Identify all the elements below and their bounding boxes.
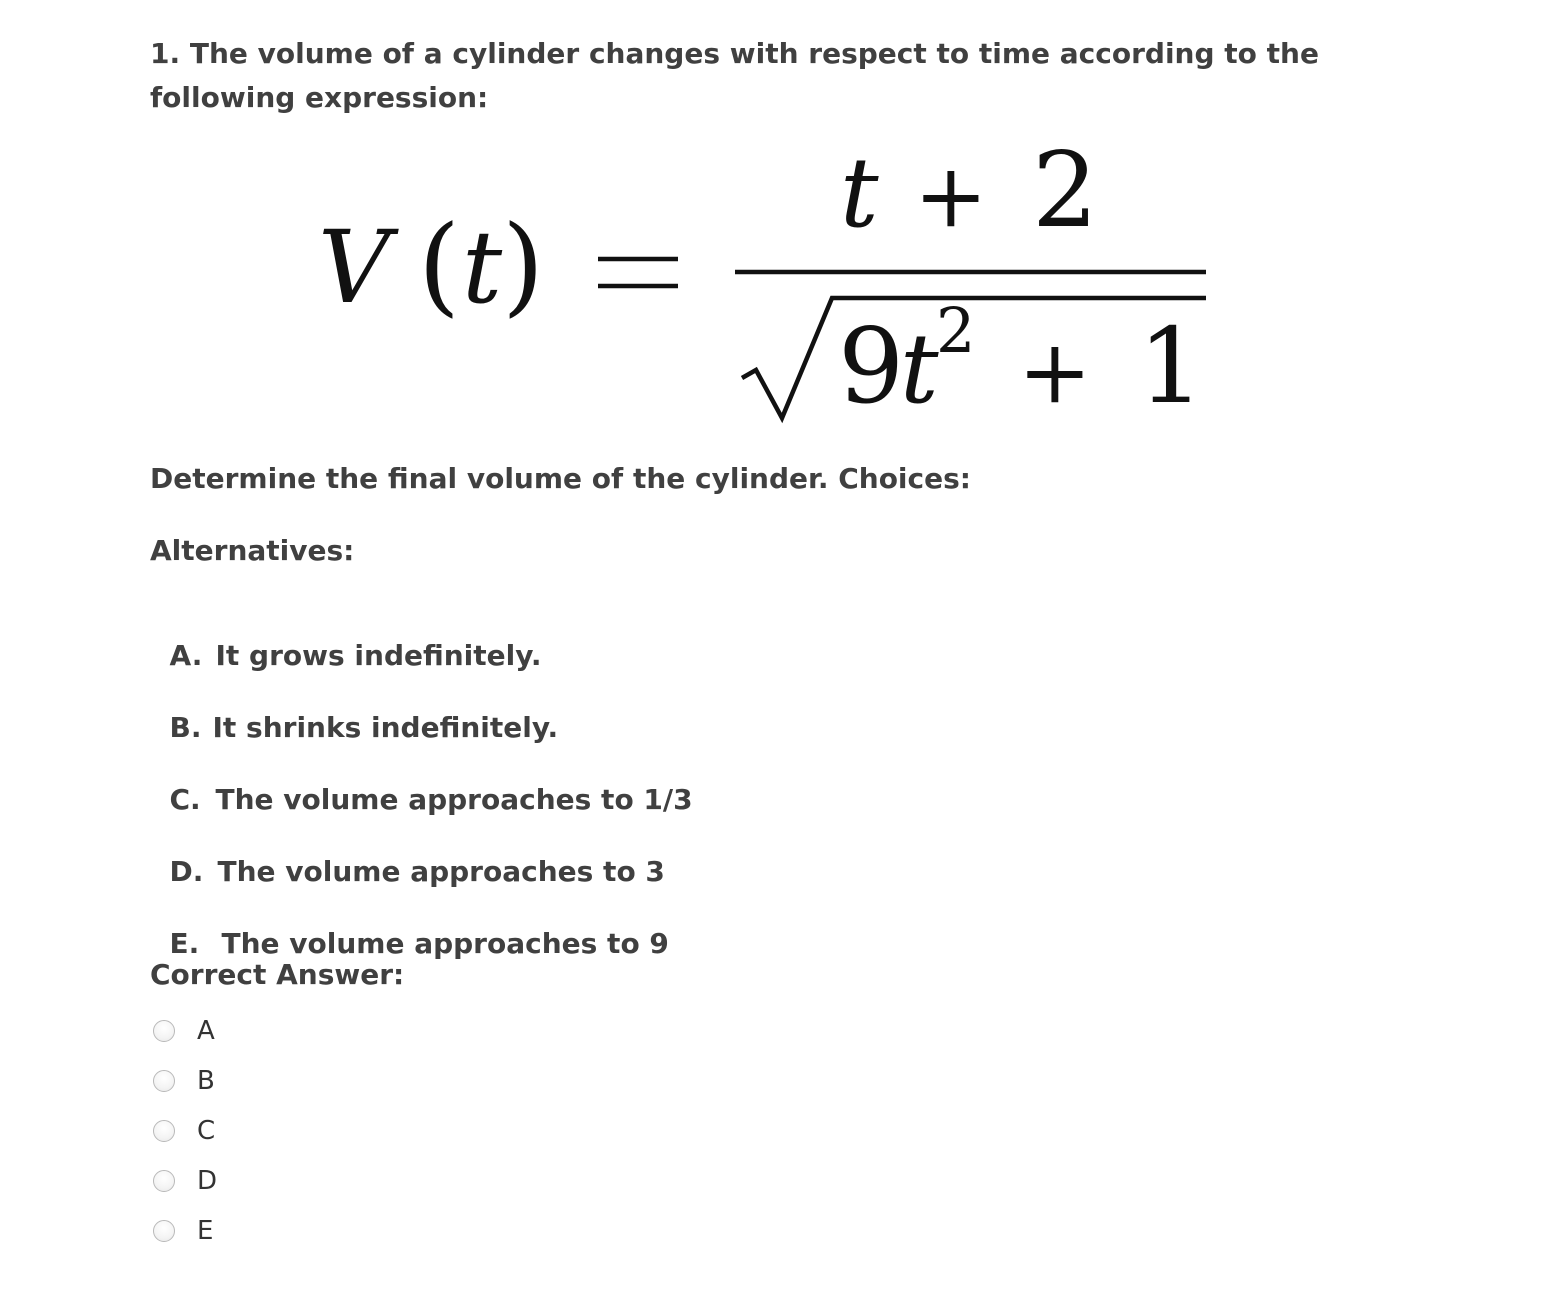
alternative-letter: B. [169,711,202,744]
alternative-text: The volume approaches to 9 [221,927,669,960]
alternative-d [150,822,665,888]
radio-button-c[interactable] [153,1120,175,1142]
alternative-letter: E. [169,927,200,960]
formula-lhs-close-paren: ) [502,203,545,328]
denominator-9: 9 [838,305,905,427]
denominator-t: t [900,313,939,425]
answer-option-d[interactable] [153,1167,217,1195]
alternative-c [150,750,693,816]
answer-option-label[interactable]: A [197,1016,215,1046]
answer-option-label[interactable]: C [197,1116,216,1146]
question-text: 1. The volume of a cylinder changes with respect to time according to the following expression: [150,37,1319,114]
denominator-exponent: 2 [936,294,976,367]
radio-button-e[interactable] [153,1220,175,1242]
alternatives-heading: Alternatives: [150,534,355,567]
prompt-text: Determine the final volume of the cylinder. Choices: [150,462,971,495]
denominator-plus: + [1018,320,1092,423]
radio-button-d[interactable] [153,1170,175,1192]
alternative-e [150,894,669,960]
answer-option-e[interactable] [153,1217,213,1245]
numerator-t: t [840,137,879,249]
alternative-b [150,678,558,744]
alternative-a [150,606,542,672]
alternative-text: It shrinks indefinitely. [212,711,559,744]
answer-option-b[interactable] [153,1067,215,1095]
answer-option-label[interactable]: E [197,1216,214,1246]
radio-button-a[interactable] [153,1020,175,1042]
answer-option-label[interactable]: D [197,1166,218,1196]
formula-lhs-v: V [318,209,391,326]
alternative-text: The volume approaches to 1/3 [215,783,693,816]
volume-formula [310,120,1230,440]
correct-answer-heading: Correct Answer: [150,958,405,991]
formula-lhs-open-paren: ( [418,203,461,328]
alternative-text: It grows indefinitely. [215,639,542,672]
numerator-plus: + [914,144,988,247]
alternative-text: The volume approaches to 3 [217,855,665,888]
numerator-2: 2 [1032,129,1099,251]
radio-button-b[interactable] [153,1070,175,1092]
answer-option-c[interactable] [153,1117,215,1145]
denominator-1: 1 [1138,305,1205,427]
answer-option-a[interactable] [153,1017,215,1045]
alternative-letter: D. [169,855,204,888]
alternative-letter: A. [169,639,203,672]
alternative-letter: C. [169,783,201,816]
formula-svg [310,120,1230,440]
formula-lhs-t: t [462,209,503,326]
answer-option-label[interactable]: B [197,1066,215,1096]
